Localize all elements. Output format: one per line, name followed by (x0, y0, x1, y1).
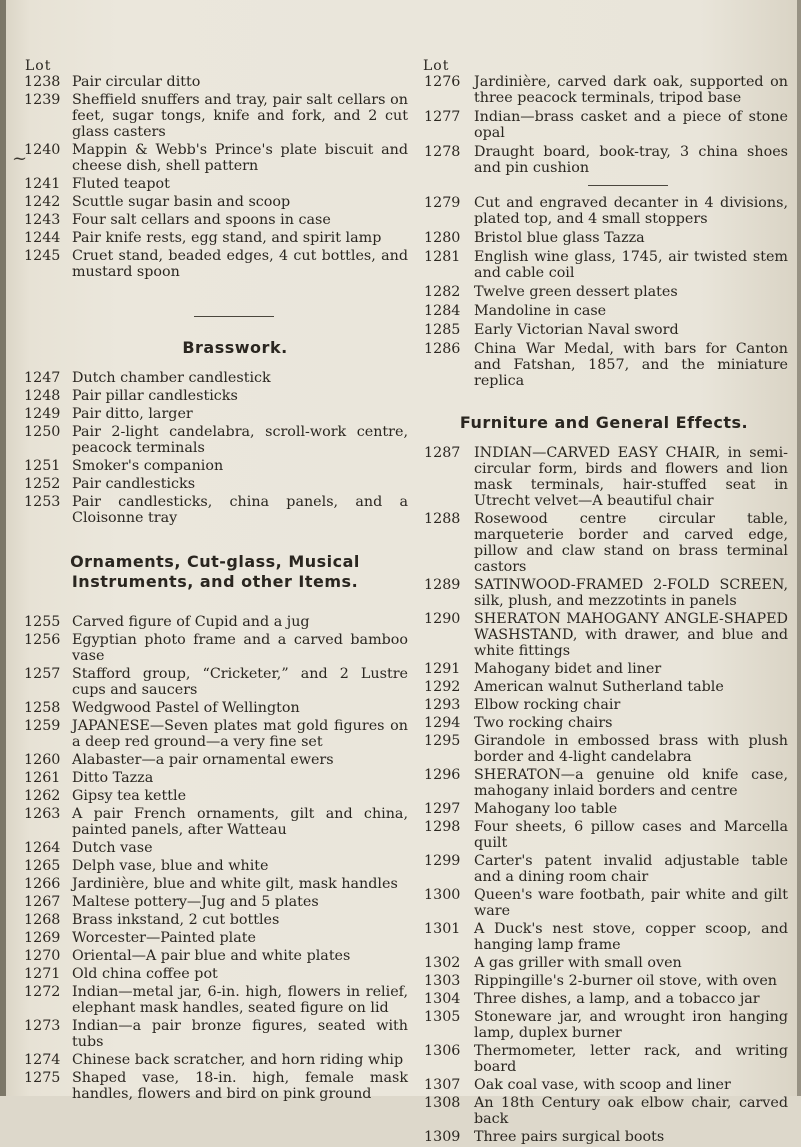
lot-description: Dutch vase (72, 840, 153, 856)
lot-description: Jardinière, blue and white gilt, mask handles (72, 876, 398, 892)
lot-description: Smoker's companion (72, 458, 224, 474)
lot-number: 1264 (24, 840, 61, 856)
lot-number: 1297 (424, 801, 461, 817)
lot-number: 1276 (424, 74, 461, 90)
lot-number: 1266 (24, 876, 61, 892)
lot-item (22, 752, 408, 768)
lot-item (22, 930, 408, 946)
lot-number: 1294 (424, 715, 461, 731)
page-edge-right (797, 0, 801, 1096)
lot-description: Mandoline in case (474, 303, 607, 319)
lot-list-misc (420, 74, 788, 176)
lot-description: Rippingille's 2-burner oil stove, with oven (474, 973, 778, 989)
lot-item (22, 840, 408, 856)
lot-item (420, 819, 788, 851)
lot-description: A pair French ornaments, gilt and china, painted panels, after Watteau (72, 806, 408, 838)
lot-item (420, 322, 788, 338)
lot-item (420, 445, 788, 509)
lot-description: Four sheets, 6 pillow cases and Marcella quilt (474, 819, 788, 851)
lot-item (420, 1077, 788, 1093)
lot-number: 1292 (424, 679, 461, 695)
lot-item (420, 697, 788, 713)
lot-description: Carved figure of Cupid and a jug (72, 614, 310, 630)
lot-description: Sheffield snuffers and tray, pair salt cellars on feet, sugar tongs, knife and fork, and 2 cut glass casters (72, 92, 408, 140)
lot-number: 1279 (424, 195, 461, 211)
lot-item (420, 801, 788, 817)
lot-number: 1295 (424, 733, 461, 749)
lot-number: 1303 (424, 973, 461, 989)
lot-list-silver (22, 74, 408, 280)
lot-description: Cruet stand, beaded edges, 4 cut bottles, and mustard spoon (72, 248, 408, 280)
lot-description: Pair candlesticks, china panels, and a Cloisonne tray (72, 494, 408, 526)
lot-list-brasswork (22, 370, 408, 526)
lot-number: 1269 (24, 930, 61, 946)
lot-item (22, 1070, 408, 1102)
lot-item (420, 991, 788, 1007)
lot-number: 1308 (424, 1095, 461, 1111)
lot-item (420, 853, 788, 885)
lot-item (420, 1129, 788, 1145)
lot-description: Shaped vase, 18-in. high, female mask handles, flowers and bird on pink ground (72, 1070, 408, 1102)
lot-item (22, 666, 408, 698)
lot-number: 1274 (24, 1052, 61, 1068)
section-break (22, 282, 408, 334)
lot-description: Three dishes, a lamp, and a tobacco jar (474, 991, 760, 1007)
lot-description: Scuttle sugar basin and scoop (72, 194, 291, 210)
section-break (420, 179, 788, 195)
lot-number: 1304 (424, 991, 461, 1007)
page-edge-left (0, 0, 6, 1096)
lot-number: 1250 (24, 424, 61, 440)
lot-description: A Duck's nest stove, copper scoop, and hanging lamp frame (474, 921, 788, 953)
lot-list-ornaments (22, 614, 408, 1102)
section-heading-furniture: Furniture and General Effects. (459, 413, 749, 432)
lot-number: 1277 (424, 109, 461, 125)
lot-number: 1240 (24, 142, 61, 158)
lot-description: Maltese pottery—Jug and 5 plates (72, 894, 319, 910)
lot-description: Mahogany loo table (474, 801, 618, 817)
lot-number: 1282 (424, 284, 461, 300)
lot-description: Brass inkstand, 2 cut bottles (72, 912, 280, 928)
lot-number: 1263 (24, 806, 61, 822)
lot-number: 1245 (24, 248, 61, 264)
lot-number: 1301 (424, 921, 461, 937)
lot-item (22, 92, 408, 140)
lot-number: 1260 (24, 752, 61, 768)
lot-number: 1293 (424, 697, 461, 713)
lot-description: Pair candlesticks (72, 476, 196, 492)
lot-number: 1253 (24, 494, 61, 510)
lot-item (22, 388, 408, 404)
lot-number: 1275 (24, 1070, 61, 1086)
lot-description: Worcester—Painted plate (72, 930, 256, 946)
lot-item (420, 767, 788, 799)
lot-item (22, 1018, 408, 1050)
lot-number: 1281 (424, 249, 461, 265)
lot-description: Oak coal vase, with scoop and liner (474, 1077, 731, 1093)
lot-number: 1262 (24, 788, 61, 804)
lot-description: Queen's ware footbath, pair white and gilt ware (474, 887, 788, 919)
lot-number: 1244 (24, 230, 61, 246)
lot-item (420, 144, 788, 176)
lot-item (22, 1052, 408, 1068)
lot-item (22, 858, 408, 874)
lot-item (420, 195, 788, 227)
lot-number: 1247 (24, 370, 61, 386)
lot-item (22, 984, 408, 1016)
lot-description: Gipsy tea kettle (72, 788, 187, 804)
lot-item (22, 424, 408, 456)
lot-number: 1268 (24, 912, 61, 928)
lot-description: Four salt cellars and spoons in case (72, 212, 331, 228)
lot-number: 1289 (424, 577, 461, 593)
lot-item (22, 194, 408, 210)
margin-mark: ~ (12, 148, 28, 169)
lot-item (22, 876, 408, 892)
lot-description: Egyptian photo frame and a carved bamboo vase (72, 632, 408, 664)
section-rule (194, 316, 274, 317)
lot-description: SATINWOOD-FRAMED 2-FOLD SCREEN, silk, plush, and mezzotints in panels (474, 577, 788, 609)
lot-description: Pair 2-light candelabra, scroll-work centre, peacock terminals (72, 424, 408, 456)
lot-number: 1285 (424, 322, 461, 338)
section-heading-brasswork: Brasswork. (182, 338, 288, 357)
lot-item (22, 806, 408, 838)
lot-number: 1302 (424, 955, 461, 971)
section-rule (588, 185, 668, 186)
lot-list-glass (420, 195, 788, 389)
lot-item (420, 74, 788, 106)
lot-description: Mappin & Webb's Prince's plate biscuit and cheese dish, shell pattern (72, 142, 408, 174)
lot-description: SHERATON MAHOGANY ANGLE-SHAPED WASHSTAND, with drawer, and blue and white fittings (474, 611, 788, 659)
lot-item (420, 679, 788, 695)
lot-description: Girandole in embossed brass with plush border and 4-light candelabra (474, 733, 788, 765)
lot-description: Twelve green dessert plates (474, 284, 678, 300)
lot-item (22, 894, 408, 910)
lot-item (22, 788, 408, 804)
lot-number: 1280 (424, 230, 461, 246)
lot-description: Indian—metal jar, 6-in. high, flowers in relief, elephant mask handles, seated figure on lid (72, 984, 408, 1016)
lot-number: 1299 (424, 853, 461, 869)
lot-number: 1256 (24, 632, 61, 648)
lot-item (22, 176, 408, 192)
lot-number: 1252 (24, 476, 61, 492)
lot-item (22, 966, 408, 982)
lot-item (420, 230, 788, 246)
lot-item (22, 74, 408, 90)
lot-description: Fluted teapot (72, 176, 170, 192)
lot-item (420, 511, 788, 575)
lot-item (22, 142, 408, 174)
lot-number: 1267 (24, 894, 61, 910)
lot-description: Rosewood centre circular table, marqueterie border and carved edge, pillow and claw stand on brass terminal castors (474, 511, 788, 575)
lot-number: 1248 (24, 388, 61, 404)
lot-item (420, 341, 788, 389)
lot-number: 1272 (24, 984, 61, 1000)
lot-number: 1307 (424, 1077, 461, 1093)
lot-description: A gas griller with small oven (474, 955, 682, 971)
lot-item (420, 109, 788, 141)
lot-item (22, 248, 408, 280)
lot-number: 1242 (24, 194, 61, 210)
lot-description: Delph vase, blue and white (72, 858, 269, 874)
lot-description: Mahogany bidet and liner (474, 661, 662, 677)
lot-number: 1305 (424, 1009, 461, 1025)
lot-number: 1306 (424, 1043, 461, 1059)
lot-item (22, 912, 408, 928)
lot-item (22, 948, 408, 964)
lot-description: Pair pillar candlesticks (72, 388, 238, 404)
lot-number: 1239 (24, 92, 61, 108)
right-column (420, 58, 788, 1147)
lot-number: 1259 (24, 718, 61, 734)
lot-number: 1290 (424, 611, 461, 627)
lot-item (22, 370, 408, 386)
lot-description: Cut and engraved decanter in 4 divisions, plated top, and 4 small stoppers (474, 195, 788, 227)
lot-item (420, 303, 788, 319)
lot-description: Elbow rocking chair (474, 697, 621, 713)
lot-number: 1288 (424, 511, 461, 527)
lot-item (420, 249, 788, 281)
lot-description: Pair circular ditto (72, 74, 201, 90)
lot-number: 1257 (24, 666, 61, 682)
lot-number: 1284 (424, 303, 461, 319)
lot-description: Indian—a pair bronze figures, seated with tubs (72, 1018, 408, 1050)
lot-number: 1243 (24, 212, 61, 228)
lot-description: Stoneware jar, and wrought iron hanging lamp, duplex burner (474, 1009, 788, 1041)
lot-number: 1296 (424, 767, 461, 783)
lot-number: 1309 (424, 1129, 461, 1145)
lot-number: 1291 (424, 661, 461, 677)
lot-item (420, 577, 788, 609)
lot-item (420, 661, 788, 677)
lot-number: 1286 (424, 341, 461, 357)
lot-description: Bristol blue glass Tazza (474, 230, 645, 246)
lot-item (420, 733, 788, 765)
lot-number: 1238 (24, 74, 61, 90)
lot-item (22, 476, 408, 492)
lot-item (420, 921, 788, 953)
lot-number: 1249 (24, 406, 61, 422)
lot-item (22, 770, 408, 786)
lot-number: 1300 (424, 887, 461, 903)
lot-description: Stafford group, “Cricketer,” and 2 Lustre cups and saucers (72, 666, 408, 698)
lot-description: Two rocking chairs (474, 715, 613, 731)
lot-item (22, 406, 408, 422)
lot-number: 1278 (424, 144, 461, 160)
lot-item (22, 718, 408, 750)
lot-list-furniture (420, 445, 788, 1145)
lot-description: Dutch chamber candlestick (72, 370, 271, 386)
lot-description: An 18th Century oak elbow chair, carved back (474, 1095, 788, 1127)
lot-item (420, 1095, 788, 1127)
lot-description: Three pairs surgical boots (474, 1129, 665, 1145)
lot-item (22, 458, 408, 474)
lot-number: 1265 (24, 858, 61, 874)
lot-number: 1298 (424, 819, 461, 835)
lot-description: JAPANESE—Seven plates mat gold figures on a deep red ground—a very fine set (72, 718, 408, 750)
lot-number: 1273 (24, 1018, 61, 1034)
lot-item (420, 955, 788, 971)
lot-item (22, 230, 408, 246)
left-column (22, 58, 408, 1104)
lot-item (420, 973, 788, 989)
lot-description: Draught board, book-tray, 3 china shoes and pin cushion (474, 144, 788, 176)
lot-header-right: Lot (423, 58, 450, 74)
lot-number: 1261 (24, 770, 61, 786)
lot-number: 1255 (24, 614, 61, 630)
lot-description: Pair ditto, larger (72, 406, 193, 422)
lot-description: Alabaster—a pair ornamental ewers (72, 752, 334, 768)
lot-item (22, 494, 408, 526)
lot-item (420, 1043, 788, 1075)
lot-item (22, 632, 408, 664)
lot-header-left: Lot (25, 58, 52, 74)
lot-description: English wine glass, 1745, air twisted stem and cable coil (474, 249, 788, 281)
lot-item (22, 700, 408, 716)
lot-description: Oriental—A pair blue and white plates (72, 948, 351, 964)
lot-item (420, 715, 788, 731)
lot-description: Jardinière, carved dark oak, supported on three peacock terminals, tripod base (474, 74, 788, 106)
lot-item (22, 614, 408, 630)
lot-description: SHERATON—a genuine old knife case, mahogany inlaid borders and centre (474, 767, 788, 799)
lot-item (420, 887, 788, 919)
lot-description: Indian—brass casket and a piece of stone opal (474, 109, 788, 141)
lot-number: 1270 (24, 948, 61, 964)
lot-item (420, 284, 788, 300)
lot-number: 1251 (24, 458, 61, 474)
lot-description: American walnut Sutherland table (474, 679, 724, 695)
lot-description: Early Victorian Naval sword (474, 322, 679, 338)
lot-description: Thermometer, letter rack, and writing board (474, 1043, 788, 1075)
lot-description: Pair knife rests, egg stand, and spirit lamp (72, 230, 382, 246)
section-heading-ornaments: Ornaments, Cut-glass, Musical Instruments, and other Items. (70, 552, 360, 591)
lot-number: 1241 (24, 176, 61, 192)
lot-description: Old china coffee pot (72, 966, 218, 982)
lot-number: 1258 (24, 700, 61, 716)
lot-number: 1271 (24, 966, 61, 982)
lot-item (420, 611, 788, 659)
lot-description: Chinese back scratcher, and horn riding whip (72, 1052, 404, 1068)
lot-description: INDIAN—CARVED EASY CHAIR, in semi-circular form, birds and flowers and lion mask terminals, hair-stuffed seat in Utrecht velvet—A beautiful chair (474, 445, 788, 509)
lot-number: 1287 (424, 445, 461, 461)
lot-description: China War Medal, with bars for Canton and Fatshan, 1857, and the miniature replica (474, 341, 788, 389)
lot-item (420, 1009, 788, 1041)
lot-description: Wedgwood Pastel of Wellington (72, 700, 300, 716)
lot-description: Ditto Tazza (72, 770, 154, 786)
lot-description: Carter's patent invalid adjustable table and a dining room chair (474, 853, 788, 885)
lot-item (22, 212, 408, 228)
